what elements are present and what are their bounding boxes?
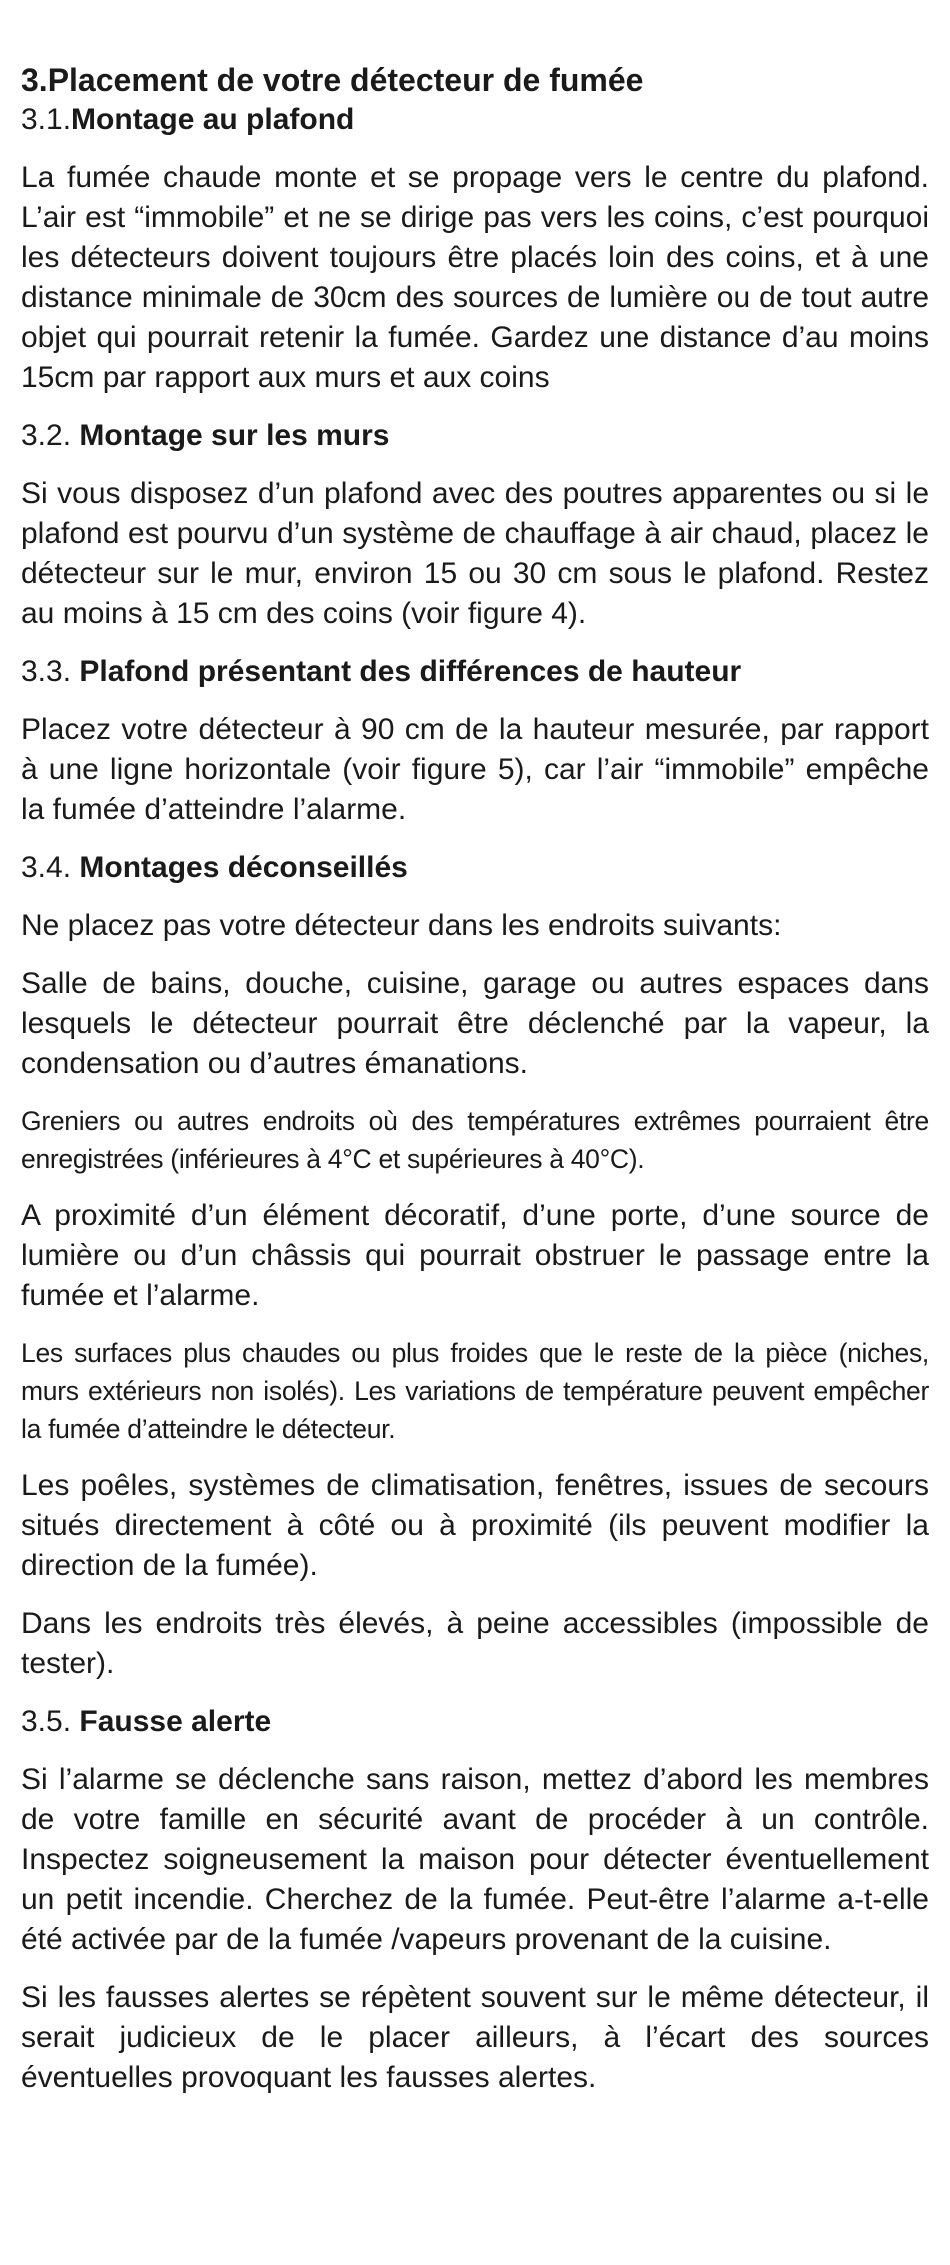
section-number: 3.3. (21, 655, 72, 688)
section-title: Montage sur les murs (79, 419, 390, 452)
paragraph: La fumée chaude monte et se propage vers le centre du plafond. L’air est “immobile” et ne se dirige pas vers les coins, c’est pourquoi les détecteurs doivent toujours être placés loin des coins, et à une distance minimale de 30cm des sources de lumière ou de tout autre objet qui pourrait retenir la fumée. Gardez une distance d’au moins 15cm par rapport aux murs et aux coins (21, 161, 929, 394)
document-title: 3.Placement de votre détecteur de fumée (21, 62, 644, 98)
paragraph: Si vous disposez d’un plafond avec des poutres apparentes ou si le plafond est pourvu d’un système de chauffage à air chaud, placez le détecteur sur le mur, environ 15 ou 30 cm sous le plafond. Restez au moins à 15 cm des coins (voir figure 4). (21, 477, 929, 630)
paragraph: Greniers ou autres endroits où des températures extrêmes pourraient être enregistrées (inférieures à 4°C et supérieures à 40°C). (21, 1106, 929, 1174)
section-title: Fausse alerte (79, 1705, 272, 1738)
section-heading (21, 848, 929, 888)
section-3-4 (21, 848, 929, 1684)
paragraph: Salle de bains, douche, cuisine, garage ou autres espaces dans lesquels le détecteur pourrait être déclenché par la vapeur, la condensation ou d’autres émanations. (21, 967, 929, 1080)
section-3-2 (21, 416, 929, 634)
document-page (21, 60, 929, 2116)
paragraph: Ne placez pas votre détecteur dans les endroits suivants: (21, 909, 782, 942)
section-title: Plafond présentant des différences de hauteur (79, 655, 742, 688)
section-title: Montages déconseillés (79, 851, 408, 884)
paragraph: Si l’alarme se déclenche sans raison, mettez d’abord les membres de votre famille en sécurité avant de procéder à un contrôle. Inspectez soigneusement la maison pour détecter éventuellement un petit incendie. Cherchez de la fumée. Peut-être l’alarme a-t-elle été activée par de la fumée /vapeurs provenant de la cuisine. (21, 1763, 929, 1956)
section-number: 3.2. (21, 419, 72, 452)
paragraph: A proximité d’un élément décoratif, d’une porte, d’une source de lumière ou d’un châssis qui pourrait obstruer le passage entre la fumée et l’alarme. (21, 1199, 929, 1312)
section-3-3 (21, 652, 929, 830)
section-number: 3.5. (21, 1705, 72, 1738)
paragraph: Placez votre détecteur à 90 cm de la hauteur mesurée, par rapport à une ligne horizontale (voir figure 5), car l’air “immobile” empêche la fumée d’atteindre l’alarme. (21, 713, 929, 826)
paragraph: Les surfaces plus chaudes ou plus froides que le reste de la pièce (niches, murs extérieurs non isolés). Les variations de température peuvent empêcher la fumée d’atteindre le détecteur. (21, 1338, 929, 1444)
section-heading (21, 652, 929, 692)
paragraph: Si les fausses alertes se répètent souvent sur le même détecteur, il serait judicieux de le placer ailleurs, à l’écart des sources éventuelles provoquant les fausses alertes. (21, 1981, 929, 2094)
section-3-5 (21, 1702, 929, 2098)
section-heading (21, 1702, 929, 1742)
section-heading (21, 100, 929, 140)
section-3-1 (21, 100, 929, 398)
section-number: 3.4. (21, 851, 72, 884)
paragraph: Les poêles, systèmes de climatisation, fenêtres, issues de secours situés directement à côté ou à proximité (ils peuvent modifier la direction de la fumée). (21, 1469, 929, 1582)
section-title: Montage au plafond (71, 103, 355, 136)
paragraph: Dans les endroits très élevés, à peine accessibles (impossible de tester). (21, 1607, 929, 1680)
section-heading (21, 416, 929, 456)
section-number: 3.1. (21, 103, 72, 136)
